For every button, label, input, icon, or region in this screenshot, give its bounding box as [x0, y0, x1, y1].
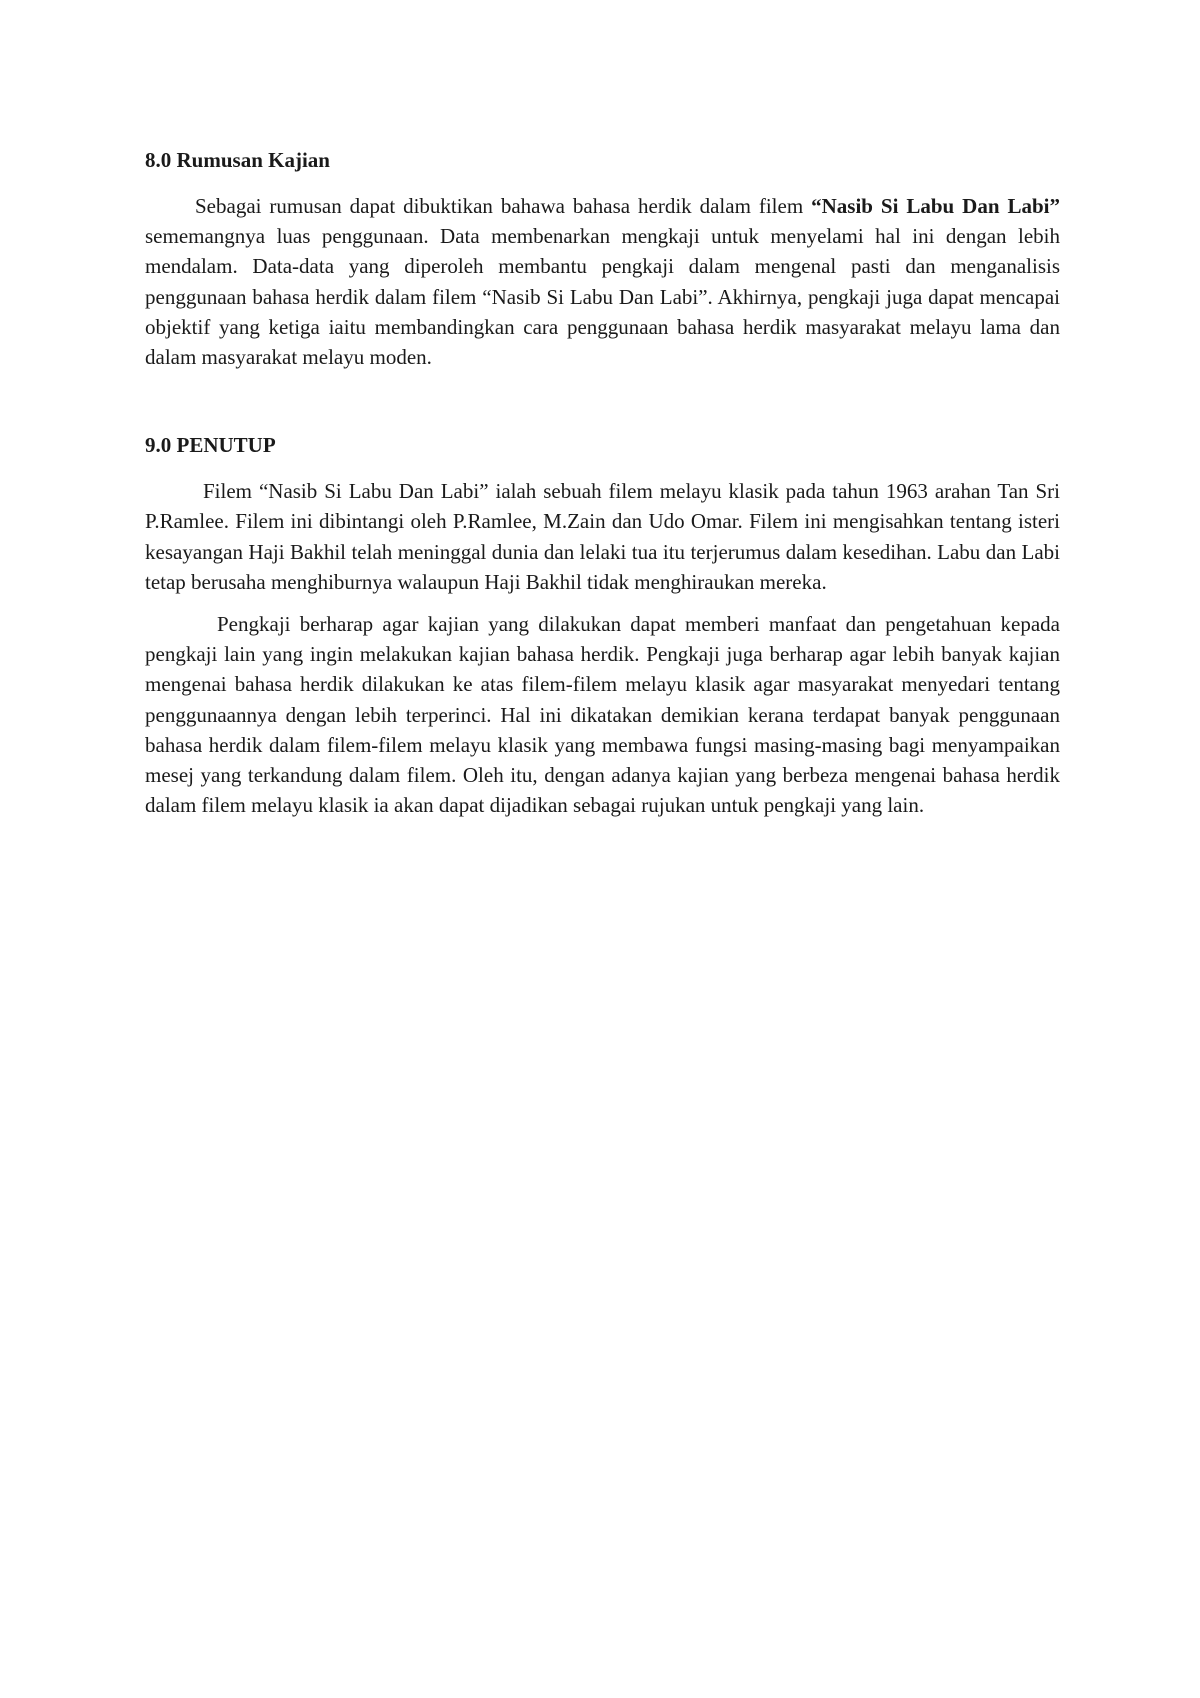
- section-8-paragraph-text-end: sememangnya luas penggunaan. Data membenarkan mengkaji untuk menyelami hal ini dengan lebih mendalam. Data-data yang diperoleh membantu pengkaji dalam mengenal pasti dan menganalisis penggunaan bahasa herdik dalam filem “Nasib Si Labu Dan Labi”. Akhirnya, pengkaji juga dapat mencapai objektif yang ketiga iaitu membandingkan cara penggunaan bahasa herdik masyarakat melayu lama dan dalam masyarakat melayu moden.: [145, 224, 1060, 370]
- page-content: [145, 145, 1060, 820]
- section-8-heading: 8.0 Rumusan Kajian: [145, 148, 330, 172]
- section-9-paragraph-2: Pengkaji berharap agar kajian yang dilakukan dapat memberi manfaat dan pengetahuan kepada pengkaji lain yang ingin melakukan kajian bahasa herdik. Pengkaji juga berharap agar lebih banyak kajian mengenai bahasa herdik dilakukan ke atas filem-filem melayu klasik agar masyarakat menyedari tentang penggunaannya dengan lebih terperinci. Hal ini dikatakan demikian kerana terdapat banyak penggunaan bahasa herdik dalam filem-filem melayu klasik yang membawa fungsi masing-masing bagi menyampaikan mesej yang terkandung dalam filem. Oleh itu, dengan adanya kajian yang berbeza mengenai bahasa herdik dalam filem melayu klasik ia akan dapat dijadikan sebagai rujukan untuk pengkaji yang lain.: [145, 612, 1060, 818]
- section-8-paragraph-text-start: Sebagai rumusan dapat dibuktikan bahawa bahasa herdik dalam filem: [195, 194, 812, 218]
- section-8-paragraph: [145, 191, 1060, 372]
- film-title-bold: “Nasib Si Labu Dan Labi”: [811, 194, 1060, 218]
- section-9-heading: 9.0 PENUTUP: [145, 433, 276, 458]
- section-9-paragraph-1: Filem “Nasib Si Labu Dan Labi” ialah sebuah filem melayu klasik pada tahun 1963 arahan Tan Sri P.Ramlee. Filem ini dibintangi oleh P.Ramlee, M.Zain dan Udo Omar. Filem ini mengisahkan tentang isteri kesayangan Haji Bakhil telah meninggal dunia dan lelaki tua itu terjerumus dalam kesedihan. Labu dan Labi tetap berusaha menghiburnya walaupun Haji Bakhil tidak menghiraukan mereka.: [145, 479, 1060, 594]
